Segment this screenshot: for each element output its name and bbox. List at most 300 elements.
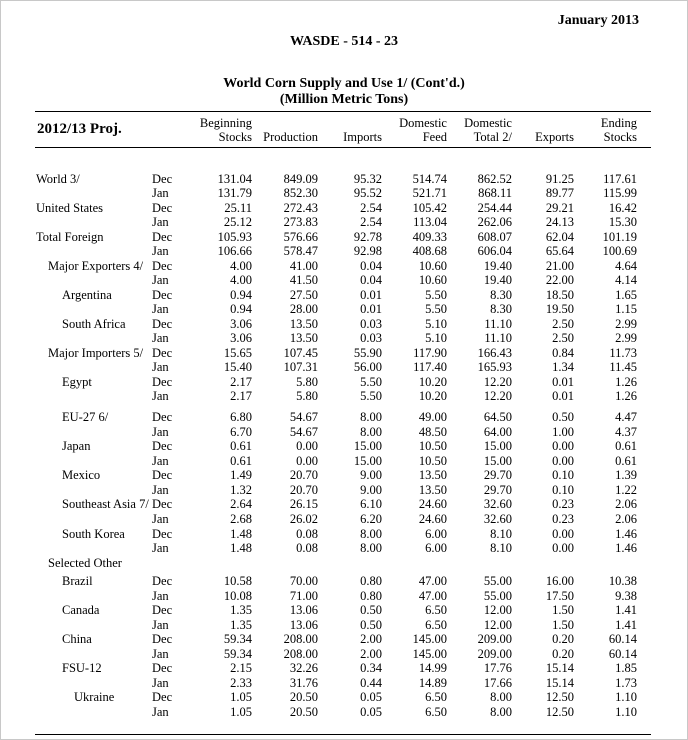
table-cell: 9.00 bbox=[360, 483, 382, 497]
table-row bbox=[0, 389, 688, 404]
table-cell: 0.00 bbox=[552, 541, 574, 555]
table-cell: 0.20 bbox=[552, 632, 574, 646]
table-cell: 64.00 bbox=[483, 425, 512, 439]
table-cell: 15.14 bbox=[545, 676, 574, 690]
table-cell: 0.04 bbox=[360, 273, 382, 287]
row-month: Jan bbox=[152, 676, 169, 690]
table-row bbox=[0, 425, 688, 440]
table-row bbox=[0, 230, 688, 245]
table-cell: 2.33 bbox=[230, 676, 252, 690]
table-cell: 131.04 bbox=[217, 172, 252, 186]
table-cell: 16.00 bbox=[545, 574, 574, 588]
row-month: Jan bbox=[152, 302, 169, 316]
table-cell: 17.66 bbox=[483, 676, 512, 690]
table-cell: 0.84 bbox=[552, 346, 574, 360]
row-label: Brazil bbox=[62, 574, 93, 588]
table-cell: 1.50 bbox=[552, 603, 574, 617]
table-row bbox=[0, 172, 688, 187]
table-cell: 0.50 bbox=[552, 410, 574, 424]
table-cell: 32.26 bbox=[289, 661, 318, 675]
section-label: 2012/13 Proj. bbox=[37, 121, 122, 137]
table-cell: 409.33 bbox=[412, 230, 447, 244]
table-cell: 2.06 bbox=[615, 512, 637, 526]
row-label: Selected Other bbox=[48, 556, 122, 570]
table-cell: 6.50 bbox=[425, 618, 447, 632]
table-cell: 0.01 bbox=[552, 389, 574, 403]
row-label: China bbox=[62, 632, 92, 646]
table-row bbox=[0, 410, 688, 425]
table-cell: 117.40 bbox=[413, 360, 447, 374]
table-cell: 15.00 bbox=[483, 439, 512, 453]
row-label: Ukraine bbox=[74, 690, 115, 704]
table-cell: 862.52 bbox=[477, 172, 512, 186]
table-title-line2: (Million Metric Tons) bbox=[279, 92, 409, 107]
table-cell: 0.61 bbox=[230, 454, 252, 468]
table-cell: 3.06 bbox=[230, 331, 252, 345]
table-cell: 28.00 bbox=[289, 302, 318, 316]
table-cell: 21.00 bbox=[545, 259, 574, 273]
table-cell: 852.30 bbox=[283, 186, 318, 200]
table-row bbox=[0, 574, 688, 589]
table-cell: 11.45 bbox=[609, 360, 637, 374]
table-row bbox=[0, 375, 688, 390]
table-cell: 12.50 bbox=[545, 705, 574, 719]
table-row bbox=[0, 317, 688, 332]
table-cell: 0.61 bbox=[230, 439, 252, 453]
table-cell: 24.60 bbox=[418, 497, 447, 511]
table-cell: 60.14 bbox=[608, 632, 637, 646]
row-month: Jan bbox=[152, 273, 169, 287]
table-cell: 0.00 bbox=[552, 439, 574, 453]
table-cell: 17.50 bbox=[545, 589, 574, 603]
table-cell: 262.06 bbox=[477, 215, 512, 229]
row-month: Dec bbox=[152, 468, 173, 482]
row-month: Dec bbox=[152, 172, 173, 186]
table-cell: 2.99 bbox=[615, 331, 637, 345]
table-cell: 47.00 bbox=[418, 574, 447, 588]
table-cell: 29.21 bbox=[545, 201, 574, 215]
table-cell: 0.94 bbox=[230, 302, 252, 316]
row-month: Jan bbox=[152, 244, 169, 258]
table-cell: 59.34 bbox=[223, 647, 252, 661]
table-cell: 29.70 bbox=[483, 468, 512, 482]
table-cell: 1.34 bbox=[552, 360, 574, 374]
table-cell: 13.50 bbox=[289, 317, 318, 331]
column-header-beginning-stocks: Beginning Stocks bbox=[199, 116, 252, 144]
table-cell: 8.30 bbox=[490, 288, 512, 302]
table-cell: 209.00 bbox=[477, 647, 512, 661]
table-cell: 25.11 bbox=[224, 201, 252, 215]
table-cell: 166.43 bbox=[477, 346, 512, 360]
table-cell: 11.10 bbox=[484, 317, 512, 331]
table-cell: 6.50 bbox=[425, 705, 447, 719]
table-cell: 1.00 bbox=[552, 425, 574, 439]
row-month: Jan bbox=[152, 389, 169, 403]
table-cell: 5.50 bbox=[425, 288, 447, 302]
table-cell: 27.50 bbox=[289, 288, 318, 302]
table-cell: 115.99 bbox=[603, 186, 637, 200]
table-cell: 105.93 bbox=[217, 230, 252, 244]
row-month: Dec bbox=[152, 661, 173, 675]
table-cell: 107.45 bbox=[283, 346, 318, 360]
table-cell: 0.20 bbox=[552, 647, 574, 661]
table-cell: 60.14 bbox=[608, 647, 637, 661]
table-cell: 65.64 bbox=[545, 244, 574, 258]
table-cell: 2.00 bbox=[360, 632, 382, 646]
table-cell: 6.80 bbox=[230, 410, 252, 424]
table-cell: 13.50 bbox=[289, 331, 318, 345]
table-cell: 4.00 bbox=[230, 259, 252, 273]
table-cell: 1.41 bbox=[615, 618, 637, 632]
column-header-ending-stocks: Ending Stocks bbox=[600, 116, 637, 144]
table-cell: 32.60 bbox=[483, 497, 512, 511]
table-cell: 1.10 bbox=[615, 690, 637, 704]
table-cell: 70.00 bbox=[289, 574, 318, 588]
report-date: January 2013 bbox=[557, 13, 639, 28]
table-row bbox=[0, 512, 688, 527]
table-cell: 272.43 bbox=[283, 201, 318, 215]
table-cell: 6.50 bbox=[425, 690, 447, 704]
table-cell: 0.80 bbox=[360, 589, 382, 603]
table-cell: 0.08 bbox=[296, 527, 318, 541]
table-cell: 0.00 bbox=[296, 454, 318, 468]
table-cell: 91.25 bbox=[545, 172, 574, 186]
table-cell: 0.01 bbox=[552, 375, 574, 389]
table-cell: 0.61 bbox=[615, 454, 637, 468]
table-cell: 26.02 bbox=[289, 512, 318, 526]
table-cell: 6.20 bbox=[360, 512, 382, 526]
table-cell: 32.60 bbox=[483, 512, 512, 526]
table-cell: 13.06 bbox=[289, 618, 318, 632]
table-cell: 1.35 bbox=[230, 603, 252, 617]
table-cell: 6.50 bbox=[425, 603, 447, 617]
table-cell: 521.71 bbox=[412, 186, 447, 200]
table-cell: 10.60 bbox=[418, 273, 447, 287]
row-month: Dec bbox=[152, 259, 173, 273]
table-cell: 0.00 bbox=[296, 439, 318, 453]
table-cell: 4.00 bbox=[230, 273, 252, 287]
table-cell: 6.00 bbox=[425, 527, 447, 541]
table-row bbox=[0, 676, 688, 691]
table-cell: 105.42 bbox=[412, 201, 447, 215]
table-cell: 55.90 bbox=[353, 346, 382, 360]
row-label: Japan bbox=[62, 439, 91, 453]
table-row bbox=[0, 705, 688, 720]
table-cell: 1.05 bbox=[230, 705, 252, 719]
row-label: Total Foreign bbox=[36, 230, 104, 244]
table-row bbox=[0, 603, 688, 618]
table-cell: 19.40 bbox=[483, 259, 512, 273]
table-cell: 0.94 bbox=[230, 288, 252, 302]
table-row bbox=[0, 259, 688, 274]
table-cell: 1.48 bbox=[230, 527, 252, 541]
table-cell: 8.00 bbox=[360, 425, 382, 439]
row-month: Dec bbox=[152, 288, 173, 302]
table-cell: 15.30 bbox=[608, 215, 637, 229]
table-cell: 0.04 bbox=[360, 259, 382, 273]
row-label: EU-27 6/ bbox=[62, 410, 109, 424]
table-cell: 868.11 bbox=[478, 186, 512, 200]
row-label: Argentina bbox=[62, 288, 112, 302]
table-cell: 1.48 bbox=[230, 541, 252, 555]
table-cell: 1.10 bbox=[615, 705, 637, 719]
table-cell: 2.17 bbox=[230, 389, 252, 403]
table-cell: 4.14 bbox=[615, 273, 637, 287]
table-row bbox=[0, 589, 688, 604]
row-month: Dec bbox=[152, 439, 173, 453]
table-cell: 54.67 bbox=[289, 410, 318, 424]
table-cell: 1.26 bbox=[615, 375, 637, 389]
table-cell: 0.80 bbox=[360, 574, 382, 588]
row-month: Jan bbox=[152, 541, 169, 555]
table-cell: 1.49 bbox=[230, 468, 252, 482]
table-cell: 20.50 bbox=[289, 690, 318, 704]
row-month: Jan bbox=[152, 360, 169, 374]
table-cell: 0.50 bbox=[360, 618, 382, 632]
table-cell: 16.42 bbox=[608, 201, 637, 215]
table-cell: 20.70 bbox=[289, 483, 318, 497]
row-label: United States bbox=[36, 201, 104, 215]
table-cell: 5.50 bbox=[360, 389, 382, 403]
row-label: Mexico bbox=[62, 468, 101, 482]
row-month: Dec bbox=[152, 346, 173, 360]
row-month: Jan bbox=[152, 647, 169, 661]
table-cell: 10.20 bbox=[418, 389, 447, 403]
table-cell: 0.03 bbox=[360, 317, 382, 331]
table-cell: 2.54 bbox=[360, 201, 382, 215]
table-cell: 14.99 bbox=[418, 661, 447, 675]
table-cell: 89.77 bbox=[545, 186, 574, 200]
table-cell: 55.00 bbox=[483, 589, 512, 603]
table-cell: 49.00 bbox=[418, 410, 447, 424]
table-cell: 5.50 bbox=[425, 302, 447, 316]
row-month: Jan bbox=[152, 186, 169, 200]
table-cell: 6.10 bbox=[360, 497, 382, 511]
table-cell: 0.05 bbox=[360, 690, 382, 704]
table-cell: 2.99 bbox=[615, 317, 637, 331]
row-month: Dec bbox=[152, 230, 173, 244]
row-month: Dec bbox=[152, 317, 173, 331]
table-cell: 1.15 bbox=[615, 302, 637, 316]
table-cell: 0.05 bbox=[360, 705, 382, 719]
table-cell: 2.00 bbox=[360, 647, 382, 661]
table-row bbox=[0, 690, 688, 705]
table-row bbox=[0, 273, 688, 288]
table-cell: 1.46 bbox=[615, 527, 637, 541]
row-label: Canada bbox=[62, 603, 100, 617]
table-cell: 6.70 bbox=[230, 425, 252, 439]
table-cell: 1.39 bbox=[615, 468, 637, 482]
row-month: Dec bbox=[152, 574, 173, 588]
table-row bbox=[0, 288, 688, 303]
table-cell: 55.00 bbox=[483, 574, 512, 588]
table-row bbox=[0, 497, 688, 512]
table-cell: 145.00 bbox=[412, 647, 447, 661]
table-cell: 165.93 bbox=[477, 360, 512, 374]
row-month: Jan bbox=[152, 589, 169, 603]
table-cell: 6.00 bbox=[425, 541, 447, 555]
table-cell: 24.13 bbox=[545, 215, 574, 229]
table-cell: 117.61 bbox=[603, 172, 637, 186]
column-header-domestic-total: Domestic Total 2/ bbox=[464, 116, 512, 144]
table-cell: 41.50 bbox=[289, 273, 318, 287]
table-cell: 3.06 bbox=[230, 317, 252, 331]
table-bottom-rule bbox=[35, 734, 651, 735]
table-row bbox=[0, 215, 688, 230]
table-cell: 1.32 bbox=[230, 483, 252, 497]
table-cell: 9.00 bbox=[360, 468, 382, 482]
table-cell: 11.73 bbox=[609, 346, 637, 360]
table-cell: 2.15 bbox=[230, 661, 252, 675]
table-cell: 0.01 bbox=[360, 302, 382, 316]
table-cell: 0.08 bbox=[296, 541, 318, 555]
table-row bbox=[0, 647, 688, 662]
row-month: Jan bbox=[152, 512, 169, 526]
row-month: Jan bbox=[152, 483, 169, 497]
table-cell: 408.68 bbox=[412, 244, 447, 258]
table-row bbox=[0, 186, 688, 201]
table-cell: 0.44 bbox=[360, 676, 382, 690]
table-cell: 8.00 bbox=[360, 410, 382, 424]
table-cell: 5.10 bbox=[425, 317, 447, 331]
row-label: South Korea bbox=[62, 527, 125, 541]
table-cell: 24.60 bbox=[418, 512, 447, 526]
row-month: Jan bbox=[152, 425, 169, 439]
table-cell: 101.19 bbox=[602, 230, 637, 244]
table-cell: 2.50 bbox=[552, 317, 574, 331]
table-cell: 1.26 bbox=[615, 389, 637, 403]
table-cell: 4.37 bbox=[615, 425, 637, 439]
table-cell: 29.70 bbox=[483, 483, 512, 497]
table-cell: 4.47 bbox=[615, 410, 637, 424]
table-row bbox=[0, 360, 688, 375]
table-cell: 8.10 bbox=[490, 527, 512, 541]
table-cell: 41.00 bbox=[289, 259, 318, 273]
table-cell: 2.54 bbox=[360, 215, 382, 229]
table-cell: 10.60 bbox=[418, 259, 447, 273]
row-month: Dec bbox=[152, 201, 173, 215]
table-cell: 514.74 bbox=[412, 172, 447, 186]
table-row bbox=[0, 244, 688, 259]
row-label: FSU-12 bbox=[62, 661, 102, 675]
row-label: Major Exporters 4/ bbox=[48, 259, 144, 273]
table-cell: 18.50 bbox=[545, 288, 574, 302]
table-cell: 12.50 bbox=[545, 690, 574, 704]
table-cell: 8.00 bbox=[360, 541, 382, 555]
table-cell: 14.89 bbox=[418, 676, 447, 690]
table-cell: 26.15 bbox=[289, 497, 318, 511]
table-cell: 0.00 bbox=[552, 454, 574, 468]
table-cell: 578.47 bbox=[283, 244, 318, 258]
table-cell: 608.07 bbox=[477, 230, 512, 244]
table-cell: 849.09 bbox=[283, 172, 318, 186]
row-month: Jan bbox=[152, 618, 169, 632]
table-title-line1: World Corn Supply and Use 1/ (Cont'd.) bbox=[223, 76, 465, 91]
table-row bbox=[0, 661, 688, 676]
table-row bbox=[0, 302, 688, 317]
table-cell: 209.00 bbox=[477, 632, 512, 646]
column-header-imports: Imports bbox=[343, 130, 382, 144]
row-month: Jan bbox=[152, 331, 169, 345]
table-cell: 2.50 bbox=[552, 331, 574, 345]
table-cell: 0.50 bbox=[360, 603, 382, 617]
table-cell: 71.00 bbox=[289, 589, 318, 603]
table-row bbox=[0, 201, 688, 216]
table-cell: 19.40 bbox=[483, 273, 512, 287]
table-cell: 10.20 bbox=[418, 375, 447, 389]
table-cell: 0.00 bbox=[552, 527, 574, 541]
table-cell: 10.50 bbox=[418, 454, 447, 468]
header-top-rule bbox=[35, 111, 651, 112]
header-bottom-rule bbox=[35, 147, 651, 148]
table-cell: 2.06 bbox=[615, 497, 637, 511]
table-cell: 12.20 bbox=[483, 389, 512, 403]
row-month: Dec bbox=[152, 527, 173, 541]
table-cell: 15.65 bbox=[223, 346, 252, 360]
table-row bbox=[0, 331, 688, 346]
table-row bbox=[0, 618, 688, 633]
table-cell: 5.10 bbox=[425, 331, 447, 345]
table-cell: 31.76 bbox=[289, 676, 318, 690]
table-cell: 62.04 bbox=[545, 230, 574, 244]
table-cell: 20.70 bbox=[289, 468, 318, 482]
row-month: Jan bbox=[152, 705, 169, 719]
table-cell: 12.00 bbox=[483, 618, 512, 632]
row-month: Dec bbox=[152, 497, 173, 511]
table-cell: 273.83 bbox=[283, 215, 318, 229]
table-cell: 1.05 bbox=[230, 690, 252, 704]
table-cell: 19.50 bbox=[545, 302, 574, 316]
row-label: Egypt bbox=[62, 375, 92, 389]
table-cell: 13.50 bbox=[418, 468, 447, 482]
table-cell: 0.10 bbox=[552, 468, 574, 482]
table-cell: 48.50 bbox=[418, 425, 447, 439]
table-row bbox=[0, 527, 688, 542]
table-cell: 15.00 bbox=[483, 454, 512, 468]
table-title bbox=[0, 76, 688, 108]
table-cell: 1.46 bbox=[615, 541, 637, 555]
table-cell: 100.69 bbox=[602, 244, 637, 258]
row-month: Jan bbox=[152, 215, 169, 229]
table-cell: 22.00 bbox=[545, 273, 574, 287]
column-header-exports: Exports bbox=[535, 130, 574, 144]
table-cell: 54.67 bbox=[289, 425, 318, 439]
table-cell: 17.76 bbox=[483, 661, 512, 675]
table-cell: 12.00 bbox=[483, 603, 512, 617]
table-cell: 8.00 bbox=[490, 705, 512, 719]
table-cell: 106.66 bbox=[217, 244, 252, 258]
table-cell: 9.38 bbox=[615, 589, 637, 603]
table-cell: 208.00 bbox=[283, 647, 318, 661]
table-cell: 1.50 bbox=[552, 618, 574, 632]
table-cell: 10.50 bbox=[418, 439, 447, 453]
table-cell: 0.01 bbox=[360, 288, 382, 302]
column-header-domestic-feed: Domestic Feed bbox=[399, 116, 447, 144]
table-cell: 2.68 bbox=[230, 512, 252, 526]
row-month: Dec bbox=[152, 410, 173, 424]
table-cell: 25.12 bbox=[223, 215, 252, 229]
table-cell: 15.00 bbox=[353, 454, 382, 468]
table-cell: 5.80 bbox=[296, 389, 318, 403]
row-month: Dec bbox=[152, 690, 173, 704]
table-cell: 254.44 bbox=[477, 201, 512, 215]
table-cell: 15.14 bbox=[545, 661, 574, 675]
row-month: Dec bbox=[152, 632, 173, 646]
table-row bbox=[0, 632, 688, 647]
table-cell: 95.32 bbox=[353, 172, 382, 186]
table-cell: 20.50 bbox=[289, 705, 318, 719]
table-cell: 0.34 bbox=[360, 661, 382, 675]
